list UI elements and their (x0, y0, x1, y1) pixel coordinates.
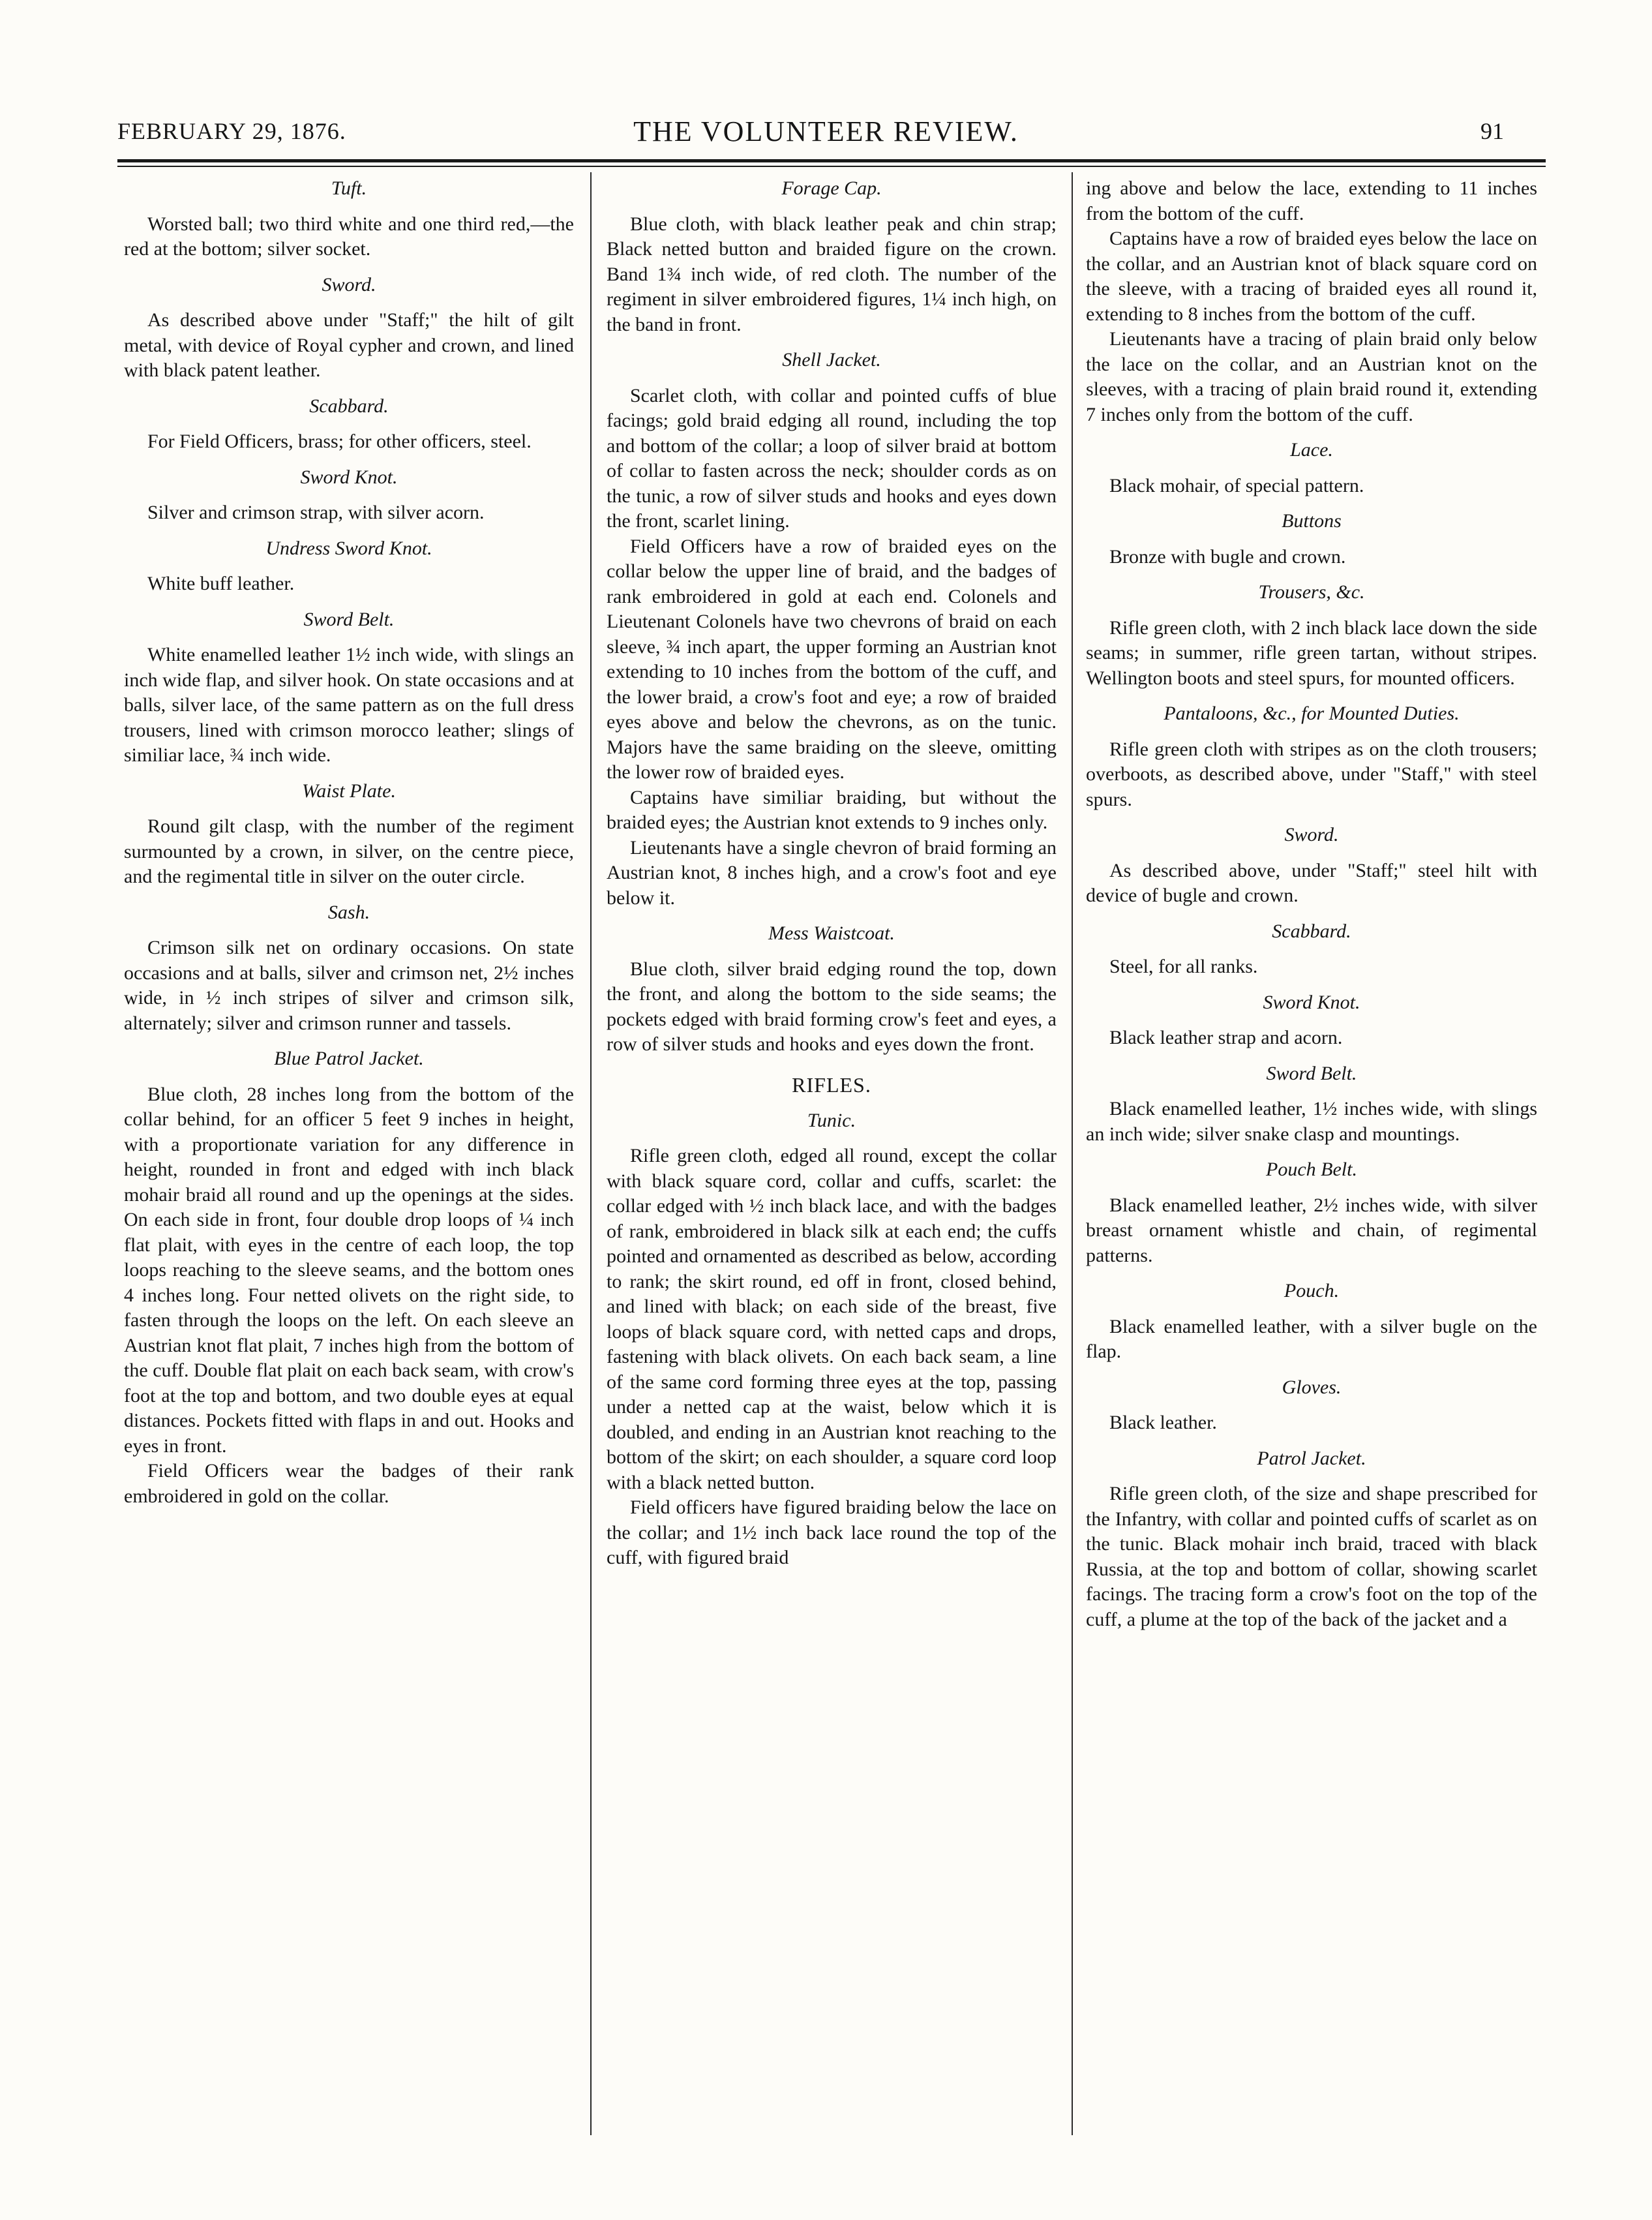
section-heading: Mess Waistcoat. (768, 922, 895, 944)
body-paragraph: White buff leather. (147, 573, 295, 594)
body-paragraph: Lieutenants have a tracing of plain braid only below the lace on the collar, and an Austrian knot on the sleeves, with a tracing of plain braid round it, extending 7 inches only from the bottom of the cuff. (1086, 328, 1537, 425)
article-section (1086, 1061, 1537, 1148)
article-section (1086, 1157, 1537, 1268)
body-paragraph: Black leather strap and acorn. (1109, 1027, 1343, 1048)
section-heading: Scabbard. (1272, 920, 1351, 942)
section-heading: Sword Belt. (1266, 1062, 1357, 1084)
article-section (607, 348, 1057, 911)
section-heading: Trousers, &c. (1258, 581, 1365, 603)
body-paragraph: For Field Officers, brass; for other officers, steel. (147, 431, 532, 452)
article-section (124, 1046, 574, 1509)
body-paragraph: Scarlet cloth, with collar and pointed cuffs of blue facings; gold braid edging all round, including the top and bottom of the collar; a loop of silver braid at bottom of collar to fasten across the neck; shoulder cords as on the tunic, a row of silver studs and hooks and eyes down the front, scarlet lining. (607, 384, 1057, 532)
body-paragraph: Captains have a row of braided eyes below the lace on the collar, and an Austrian knot of black square cord on the sleeve, with a tracing of braided eyes all round it, extending to 8 inches from the bottom of the cuff. (1086, 228, 1537, 325)
section-heading: Patrol Jacket. (1257, 1447, 1366, 1469)
article-section (124, 779, 574, 890)
body-paragraph: Silver and crimson strap, with silver acorn. (147, 502, 485, 523)
body-paragraph: Crimson silk net on ordinary occasions. On state occasions and at balls, silver and crimson net, 2½ inches wide, in ½ inch stripes of silver and crimson silk, alternately; silver and crimson runner and tassels. (124, 937, 574, 1034)
section-heading: Tunic. (807, 1109, 856, 1131)
article-section (1086, 438, 1537, 498)
article-section (1086, 176, 1537, 427)
header-rule-thin (117, 166, 1546, 167)
body-paragraph: Steel, for all ranks. (1109, 956, 1258, 977)
article-section (607, 1072, 1057, 1098)
article-section (124, 176, 574, 262)
article-section (1086, 580, 1537, 691)
body-paragraph: Rifle green cloth, edged all round, except the collar with black square cord, collar and cuffs, scarlet: the collar edged with ½ inch black lace, and with the badges of rank, embroidered in black silk at each end; the cuffs pointed and ornamented as described as below, according to rank; the skirt round, ed off in front, closed behind, and lined with black; on each side of the breast, five loops of black square cord, with netted caps and drops, fastening with black olivets. On each back seam, a line of the same cord forming three eyes at the top, passing under a netted cap at the waist, below which it is doubled, and ending in an Austrian knot reaching to the bottom of the skirt; on each shoulder, a square cord loop with a black netted button. (607, 1145, 1057, 1493)
section-heading: Lace. (1290, 439, 1333, 461)
article-section (1086, 701, 1537, 812)
body-paragraph: Field officers have figured braiding below the lace on the collar; and 1½ inch back lace round the top of the cuff, with figured braid (607, 1497, 1057, 1568)
body-paragraph: Lieutenants have a single chevron of braid forming an Austrian knot, 8 inches high, and a crow's foot and eye below it. (607, 836, 1057, 909)
body-paragraph: Worsted ball; two third white and one third red,—the red at the bottom; silver socket. (124, 213, 574, 260)
section-heading: Pouch. (1284, 1280, 1340, 1301)
body-paragraph: Captains have similiar braiding, but without the braided eyes; the Austrian knot extends to 9 inches only. (607, 786, 1057, 833)
section-heading: Scabbard. (309, 395, 389, 417)
column-divider (590, 172, 592, 2135)
article-section (607, 176, 1057, 337)
body-paragraph: As described above under "Staff;" the hilt of gilt metal, with device of Royal cypher and crown, and lined with black patent leather. (124, 309, 574, 381)
article-section (1086, 1279, 1537, 1365)
text-column-2 (607, 176, 1057, 2135)
body-paragraph: White enamelled leather 1½ inch wide, with slings an inch wide flap, and silver hook. On state occasions and at balls, silver lace, of the same pattern as on the full dress trousers, lined with crimson morocco leather; slings of similiar lace, ¾ inch wide. (124, 644, 574, 766)
body-paragraph: Black enamelled leather, 2½ inches wide, with silver breast ornament whistle and chain, of regimental patterns. (1086, 1194, 1537, 1266)
section-heading: Gloves. (1282, 1376, 1342, 1398)
body-paragraph: ing above and below the lace, extending to 11 inches from the bottom of the cuff. (1086, 177, 1537, 224)
article-section (124, 900, 574, 1037)
article-section (1086, 1446, 1537, 1633)
body-paragraph: Blue cloth, silver braid edging round the top, down the front, and along the bottom to the side seams; the pockets edged with braid forming crow's feet and eyes, a row of silver studs and hooks and eyes down the front. (607, 958, 1057, 1055)
article-section (124, 465, 574, 526)
section-heading: Undress Sword Knot. (265, 537, 432, 559)
section-heading: Sword. (1284, 824, 1339, 845)
section-heading: Tuft. (331, 177, 367, 199)
section-heading: Pouch Belt. (1266, 1159, 1357, 1180)
article-section (607, 1108, 1057, 1571)
article-section (1086, 990, 1537, 1051)
page-number: 91 (1480, 118, 1504, 144)
body-paragraph: Rifle green cloth with stripes as on the cloth trousers; overboots, as described above, under "Staff," with steel spurs. (1086, 738, 1537, 810)
section-heading: Sword Belt. (303, 608, 395, 630)
text-column-3 (1086, 176, 1537, 2135)
article-section (124, 536, 574, 597)
body-paragraph: Rifle green cloth, with 2 inch black lace down the side seams; in summer, rifle green tartan, without stripes. Wellington boots and steel spurs, for mounted officers. (1086, 616, 1537, 689)
article-section (124, 273, 574, 384)
section-heading: Shell Jacket. (782, 349, 881, 371)
body-paragraph: Black enamelled leather, 1½ inches wide, with slings an inch wide; silver snake clasp and mountings. (1086, 1098, 1537, 1145)
section-heading: Blue Patrol Jacket. (274, 1048, 424, 1069)
body-paragraph: Rifle green cloth, of the size and shape prescribed for the Infantry, with collar and pointed cuffs of scarlet as on the tunic. Black mohair inch braid, traced with black Russia, at the top and bottom of collar, showing scarlet facings. The tracing form a crow's foot on the top of the cuff, a plume at the top of the back of the jacket and a (1086, 1483, 1537, 1630)
body-paragraph: Bronze with bugle and crown. (1109, 545, 1346, 568)
section-heading: Sword. (322, 273, 376, 296)
body-paragraph: As described above, under "Staff;" steel hilt with device of bugle and crown. (1086, 859, 1537, 906)
article-section (1086, 823, 1537, 909)
header-rule (117, 159, 1546, 162)
section-heading: Sword Knot. (1263, 991, 1360, 1013)
section-heading: Sword Knot. (300, 466, 398, 488)
body-paragraph: Field Officers have a row of braided eyes on the collar below the upper line of braid, and the badges of rank embroidered in gold at each end. Colonels and Lieutenant Colonels have two chevrons of braid on each sleeve, ¾ inch apart, the upper forming an Austrian knot extending to 10 inches from the bottom of the cuff, and the lower braid, a crow's foot and eye; a row of braided eyes above and below the chevrons, as on the tunic. Majors have the same braiding on the sleeve, omitting the lower row of braided eyes. (607, 535, 1057, 783)
major-heading: RIFLES. (792, 1072, 871, 1097)
article-section (1086, 1375, 1537, 1436)
text-column-1 (124, 176, 574, 2135)
section-heading: Sash. (327, 901, 370, 923)
section-heading: Forage Cap. (781, 177, 882, 199)
article-section (124, 607, 574, 768)
issue-date: FEBRUARY 29, 1876. (117, 118, 346, 144)
article-section (607, 921, 1057, 1057)
article-section (1086, 509, 1537, 570)
body-paragraph: Black leather. (1109, 1412, 1217, 1433)
body-paragraph: Blue cloth, 28 inches long from the bottom of the collar behind, for an officer 5 feet 9 inches in height, with a proportionate variation for any difference in height, rounded in front and edged with inch black mohair braid all round and up the openings at the sides. On each side in front, four double drop loops of ¼ inch flat plait, with eyes in the centre of each loop, the top loops reaching to the sleeve seams, and the bottom ones 4 inches long. Four netted olivets on the right side, to fasten through the loops on the left. On each sleeve an Austrian knot flat plait, 7 inches high from the bottom of the cuff. Double flat plait on each back seam, with crow's foot at the top and bottom, and two double eyes at equal distances. Pockets fitted with flaps in and out. Hooks and eyes in front. (124, 1083, 574, 1457)
publication-title: THE VOLUNTEER REVIEW. (633, 115, 1019, 147)
body-paragraph: Field Officers wear the badges of their rank embroidered in gold on the collar. (124, 1460, 574, 1507)
section-heading: Pantaloons, &c., for Mounted Duties. (1164, 703, 1460, 724)
section-heading: Buttons (1282, 510, 1342, 532)
article-section (1086, 919, 1537, 980)
body-paragraph: Blue cloth, with black leather peak and chin strap; Black netted button and braided figure on the crown. Band 1¾ inch wide, of red cloth. The number of the regiment in silver embroidered figures, 1¼ inch high, on the band in front. (607, 213, 1057, 335)
body-paragraph: Black mohair, of special pattern. (1109, 474, 1364, 496)
section-heading: Waist Plate. (302, 780, 396, 802)
column-divider (1072, 172, 1073, 2135)
body-paragraph: Round gilt clasp, with the number of the regiment surmounted by a crown, in silver, on the centre piece, and the regimental title in silver on the outer circle. (124, 815, 574, 887)
body-paragraph: Black enamelled leather, with a silver bugle on the flap. (1086, 1315, 1537, 1362)
page-header (0, 0, 1652, 163)
article-section (124, 394, 574, 455)
